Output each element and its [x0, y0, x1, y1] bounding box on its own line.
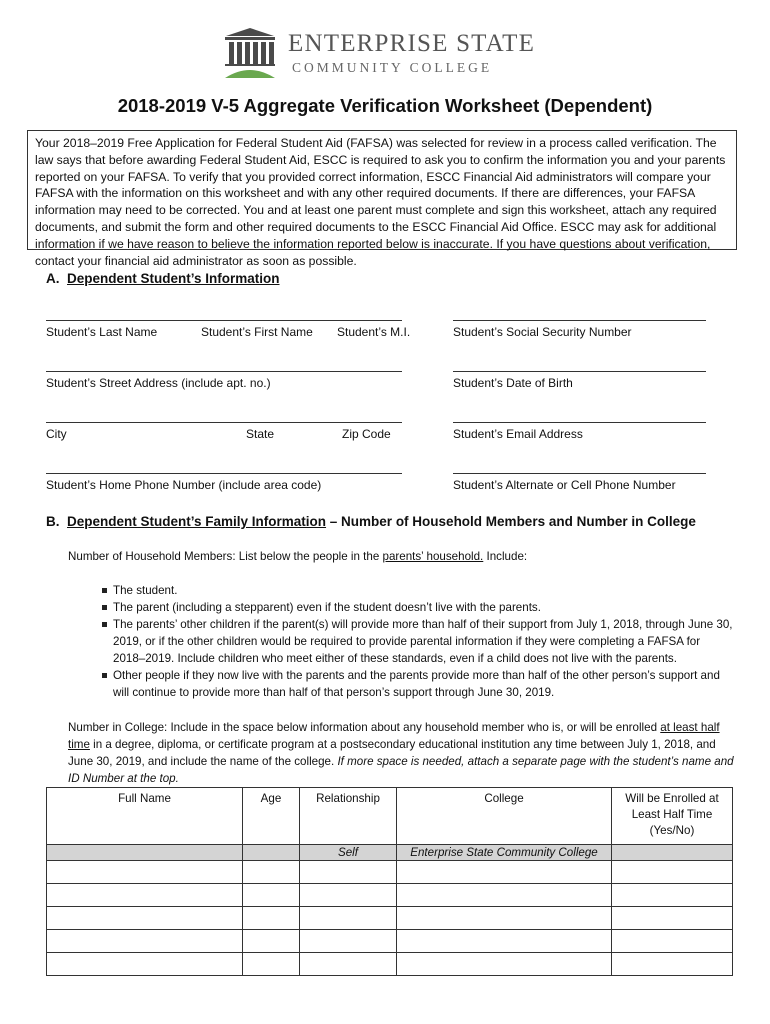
section-b-subtitle: – Number of Household Members and Number in College	[326, 514, 696, 529]
city-line[interactable]	[46, 422, 402, 423]
table-cell[interactable]	[397, 907, 612, 930]
address-label: Student’s Street Address (include apt. no.)	[46, 376, 271, 390]
email-line[interactable]	[453, 422, 706, 423]
table-cell[interactable]	[243, 930, 300, 953]
table-cell[interactable]	[300, 861, 397, 884]
section-a-heading	[46, 271, 280, 286]
list-item	[113, 616, 735, 667]
header-college: College	[397, 788, 612, 845]
college-text-italic: If more space is needed, attach a separate page with the student’s name and ID Number at the top.	[68, 755, 734, 785]
address-line[interactable]	[46, 371, 402, 372]
section-a-title: Dependent Student’s Information	[67, 271, 280, 286]
page-title: 2018-2019 V-5 Aggregate Verification Worksheet (Dependent)	[117, 95, 653, 116]
table-cell[interactable]	[612, 845, 733, 861]
table-cell[interactable]	[612, 884, 733, 907]
ssn-label: Student’s Social Security Number	[453, 325, 632, 339]
table-cell: Self	[300, 845, 397, 861]
home-phone-label: Student’s Home Phone Number (include area code)	[46, 478, 322, 492]
bullet-text: Other people if they now live with the parents and the parents provide more than half of the other person’s support and will continue to provide more than half of that person’s support through June 30, 2019.	[113, 669, 720, 699]
table-cell[interactable]	[243, 861, 300, 884]
state-label: State	[246, 427, 275, 441]
email-label: Student’s Email Address	[453, 427, 583, 441]
table-row	[47, 861, 733, 884]
table-cell[interactable]	[397, 884, 612, 907]
dob-label: Student’s Date of Birth	[453, 376, 573, 390]
bullet-icon	[102, 673, 107, 678]
table-row	[47, 907, 733, 930]
list-item	[113, 582, 735, 599]
table-cell[interactable]	[300, 907, 397, 930]
household-table	[46, 787, 733, 976]
zip-label: Zip Code	[342, 427, 391, 441]
table-row	[47, 930, 733, 953]
header-age: Age	[243, 788, 300, 845]
college-text-underlined: at least half time	[68, 721, 720, 751]
intro-box: Your 2018–2019 Free Application for Federal Student Aid (FAFSA) was selected for review in a process called verification. The law says that before awarding Federal Student Aid, ESCC is required to ask you to confirm the information you and your parents reported on your FAFSA. To verify that you provided correct information, ESCC Financial Aid administrators will compare your FAFSA with the information on this worksheet and with any other required documents. If there are differences, your FAFSA information may need to be corrected. You and at least one parent must complete and sign this worksheet, attach any required documents, and submit the form and other required documents to the ESCC Financial Aid Office. ESCC may ask for additional information if we have reason to believe the information reported below is inaccurate. If you have questions about verification, contact your financial aid administrator as soon as possible.	[27, 130, 737, 250]
household-intro	[68, 550, 527, 563]
table-cell[interactable]	[300, 884, 397, 907]
section-b-heading	[46, 514, 696, 529]
ssn-line[interactable]	[453, 320, 706, 321]
table-row	[47, 884, 733, 907]
table-cell[interactable]	[47, 953, 243, 976]
bullet-icon	[102, 605, 107, 610]
household-intro-text: Number of Household Members: List below the people in the	[68, 550, 383, 563]
last-name-label: Student’s Last Name	[46, 325, 158, 339]
table-cell[interactable]	[243, 845, 300, 861]
table-cell[interactable]	[47, 861, 243, 884]
table-cell[interactable]	[612, 861, 733, 884]
header-enrolled: Will be Enrolled at Least Half Time (Yes/No)	[612, 788, 733, 845]
list-item	[113, 667, 735, 701]
household-intro-underlined: parents’ household.	[382, 550, 484, 563]
table-cell[interactable]	[47, 930, 243, 953]
table-cell[interactable]	[397, 861, 612, 884]
table-cell[interactable]	[243, 907, 300, 930]
table-cell[interactable]	[300, 930, 397, 953]
table-header-row	[47, 788, 733, 845]
list-item	[113, 599, 735, 616]
bullet-text: The parent (including a stepparent) even if the student doesn’t live with the parents.	[113, 601, 541, 614]
table-cell[interactable]	[397, 953, 612, 976]
alt-phone-line[interactable]	[453, 473, 706, 474]
header-relationship: Relationship	[300, 788, 397, 845]
table-cell[interactable]	[47, 884, 243, 907]
table-cell[interactable]	[612, 930, 733, 953]
household-intro-end: Include:	[483, 550, 528, 563]
table-cell[interactable]	[612, 907, 733, 930]
college-text-cont: in a degree, diploma, or certificate program at a postsecondary educational institution any time between July 1, 2018, and June 30, 2019, and include the name of the college.	[68, 738, 716, 768]
college-text: Number in College: Include in the space below information about any household member who is, or will be enrolled	[68, 721, 661, 734]
section-b-title: Dependent Student’s Family Information	[67, 514, 327, 529]
college-logo	[222, 26, 562, 82]
table-row	[47, 953, 733, 976]
household-bullet-list	[113, 582, 735, 701]
building-icon	[222, 28, 278, 80]
table-cell[interactable]	[47, 907, 243, 930]
bullet-text: The parents’ other children if the parent(s) will provide more than half of their support from July 1, 2018, through June 30, 2019, or if the other children would be required to provide parental information if they were completing a FAFSA for 2018–2019. Include children who meet either of these standards, even if a child does not live with the parents.	[113, 618, 733, 665]
header-full-name: Full Name	[47, 788, 243, 845]
city-label: City	[46, 427, 67, 441]
number-in-college-paragraph	[68, 719, 738, 787]
table-cell: Enterprise State Community College	[397, 845, 612, 861]
section-b-letter: B.	[46, 514, 60, 529]
table-cell[interactable]	[243, 884, 300, 907]
alt-phone-label: Student’s Alternate or Cell Phone Number	[453, 478, 676, 492]
table-cell[interactable]	[243, 953, 300, 976]
logo-name: ENTERPRISE STATE	[288, 30, 536, 57]
table-cell[interactable]	[300, 953, 397, 976]
table-cell[interactable]	[47, 845, 243, 861]
bullet-icon	[102, 622, 107, 627]
name-line[interactable]	[46, 320, 402, 321]
first-name-label: Student’s First Name	[201, 325, 313, 339]
home-phone-line[interactable]	[46, 473, 402, 474]
dob-line[interactable]	[453, 371, 706, 372]
mi-label: Student’s M.I.	[337, 325, 411, 339]
section-a-letter: A.	[46, 271, 60, 286]
logo-subtitle: COMMUNITY COLLEGE	[292, 60, 493, 75]
bullet-text: The student.	[113, 584, 178, 597]
table-cell[interactable]	[397, 930, 612, 953]
table-row	[47, 845, 733, 861]
bullet-icon	[102, 588, 107, 593]
table-cell[interactable]	[612, 953, 733, 976]
